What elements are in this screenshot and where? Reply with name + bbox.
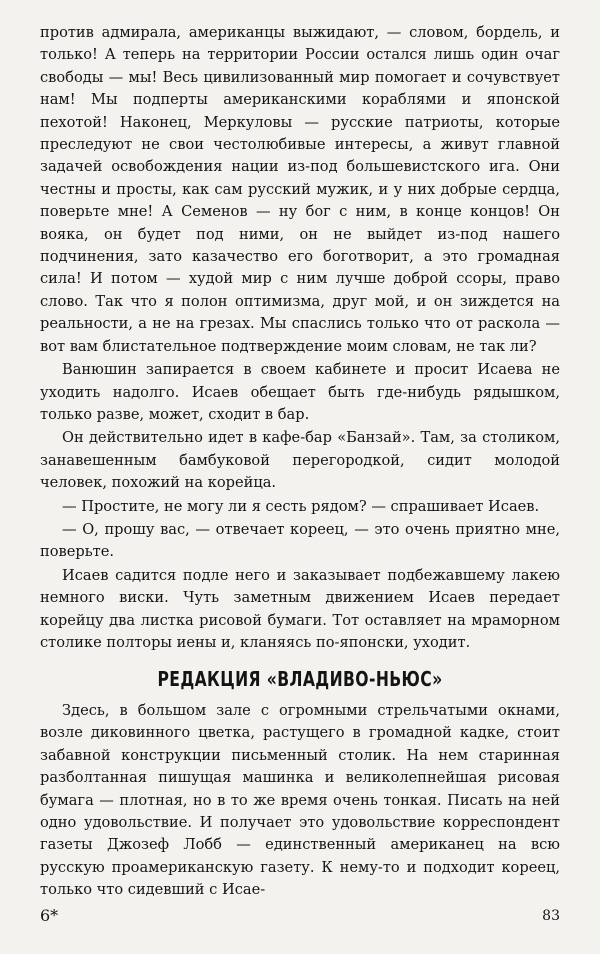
paragraph-editorial-office: Здесь, в большом зале с огромными стрельчатыми окнами, возле диковинного цветка, растущего в громадной кадке, стоит забавной конструкции письменный столик. На нем старинная разболтанная пишущая машинка и великолепнейшая рисовая бумага — плотная, но в то же время очень тонкая. Писать на ней одно удовольствие. И получает это удовольствие корреспондент газеты Джозеф Лобб — единственный американец на всю русскую проамериканскую газету. К нему-то и подходит кореец, только что сидевший с Исае- (40, 702, 560, 899)
paragraph-banzai-bar: Он действительно идет в кафе-бар «Банзай». Там, за столиком, занавешенным бамбуковой перегородкой, сидит молодой человек, похожий на корейца. (40, 429, 560, 492)
text-block-top (40, 22, 560, 655)
paragraph-admiral-speech: против адмирала, американцы выжидают, — словом, бордель, и только! А теперь на территории России остался лишь один очаг свободы — мы! Весь цивилизованный мир помогает и сочувствует нам! Мы подперты американскими кораблями и японской пехотой! Наконец, Меркуловы — русские патриоты, которые преследуют не свои честолюбивые интересы, а живут главной задачей освобождения нации из-под большевистского ига. Они честны и просты, как сам русский мужик, и у них добрые сердца, поверьте мне! А Семенов — ну бог с ним, в конце концов! Он вояка, он будет под ними, он не выйдет из-под нашего подчинения, зато казачество его боготворит, а это громадная сила! И потом — худой мир с ним лучше доброй ссоры, право слово. Так что я полон оптимизма, друг мой, и он зиждется на реальности, а не на грезах. Мы спаслись только что от раскола — вот вам блистательное подтверждение моим словам, не так ли? (40, 24, 560, 355)
paragraph-dialogue-korean: — О, прошу вас, — отвечает кореец, — это очень приятно мне, поверьте. (40, 520, 560, 561)
paragraph-rice-paper: Исаев садится подле него и заказывает подбежавшему лакею немного виски. Чуть заметным движением Исаев передает корейцу два листка рисовой бумаги. Тот оставляет на мраморном столике полторы иены и, кланяясь по-японски, уходит. (40, 566, 560, 651)
text-block-bottom (40, 700, 560, 903)
page-number: 83 (542, 908, 560, 924)
paragraph-dialogue-isaev: — Простите, не могу ли я сесть рядом? — спрашивает Исаев. (62, 497, 540, 515)
section-heading: РЕДАКЦИЯ «ВЛАДИВО-НЬЮС» (157, 667, 443, 691)
paragraph-vanyushin: Ванюшин запирается в своем кабинете и просит Исаева не уходить надолго. Исаев обещает быть где-нибудь рядышком, только разве, может, сходит в бар. (40, 361, 560, 423)
printer-signature: 6* (40, 906, 59, 925)
